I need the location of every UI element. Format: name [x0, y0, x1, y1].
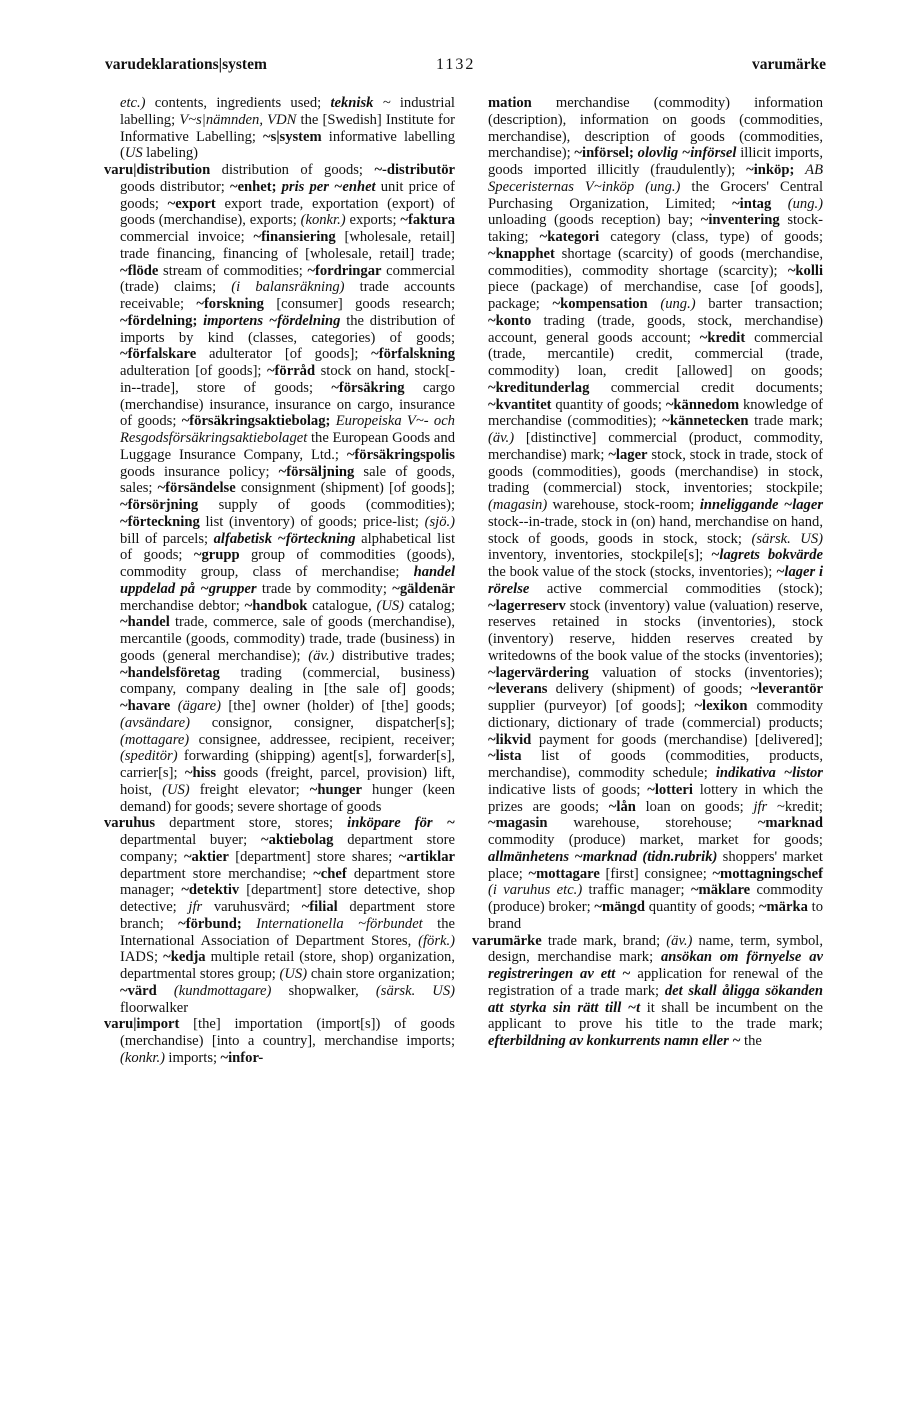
dictionary-entry-continuation: mation merchandise (commodity) information (description), information on goods (commodities, merchandise), description of goods (commodities, merchandise); ~införsel; olovlig ~införsel illicit imports, goods imported illicitly (fraudulently); ~inköp; AB Speceristernas V~inköp (ung.) the Grocers' Central Purchasing Organization, Limited; ~intag (ung.) unloading (goods reception) bay; ~inventering stock-taking; ~kategori category (class, type) of goods; ~knapphet shortage (scarcity) of goods (merchandise, commodities), commodity shortage (scarcity); ~kolli piece (package) of merchandise, case [of goods], package; ~kompensation (ung.) barter transaction; ~konto trading (trade, goods, stock, merchandise) account, general goods account; ~kredit commercial (trade, mercantile) credit, commercial (trade, commodity) loan, credit [allowed] on goods; ~kreditunderlag commercial credit documents; ~kvantitet quantity of goods; ~kännedom knowledge of merchandise (commodities); ~kännetecken trade mark; (äv.) [distinctive] commercial (product, commodity, merchandise) mark; ~lager stock, stock in trade, stock of goods (commodities), goods (merchandise) in stock, trading (commercial) stock, inventories; stockpile; (magasin) warehouse, stock-room; inneliggande ~lager stock--in-trade, stock in (on) hand, merchandise on hand, stock of goods, goods in stock, stock; (särsk. US) inventory, inventories, stockpile[s]; ~lagrets bokvärde the book value of the stock (stocks, inventories); ~lager i rörelse active commercial commodities (stock); ~lagerreserv stock (inventory) value (valuation) reserve, reserves retained in stocks (inventories), stock (inventory) reserve, hidden reserves created by writedowns of the book value of the stocks (inventories); ~lagervärdering valuation of stocks (inventories); ~leverans delivery (shipment) of goods; ~leverantör supplier (purveyor) [of goods]; ~lexikon commodity dictionary, dictionary of trade (commercial) products; ~likvid payment for goods (merchandise) [delivered]; ~lista list of goods (commodities, products, merchandise), commodity schedule; indikativa ~listor indicative lists of goods; ~lotteri lottery in which the prizes are goods; ~lån loan on goods; jfr ~kredit; ~magasin warehouse, storehouse; ~marknad commodity (produce) market, market for goods; allmänhetens ~marknad (tidn.rubrik) shoppers' market place; ~mottagare [first] consignee; ~mottagningschef (i varuhus etc.) traffic manager; ~mäklare commodity (produce) broker; ~mängd quantity of goods; ~märka to brand: [488, 95, 824, 932]
dictionary-entry: varu|import [the] importation (import[s]) of goods (merchandise) [into a country], merchandise imports; (konkr.) imports; ~infor-: [104, 1016, 455, 1066]
page-number: 1132: [436, 56, 476, 73]
running-head-left: varudeklarations|system: [105, 56, 267, 73]
running-head-right: varumärke: [751, 56, 826, 73]
left-column: [104, 95, 455, 1067]
dictionary-entry: varumärke trade mark, brand; (äv.) name, term, symbol, design, merchandise mark; ansökan om förnyelse av registreringen av ett ~ application for renewal of the registration of a trade mark; det skall åligga sökanden att styrka sin rätt till ~t it shall be incumbent on the applicant to prove his title to the trade mark; efterbildning av konkurrents namn eller ~ the: [472, 932, 823, 1049]
dictionary-entry-continuation: etc.) contents, ingredients used; teknisk ~ industrial labelling; V~s|nämnden, VDN the [Swedish] Institute for Informative Labelling; ~s|system informative labelling (US labeling): [120, 95, 456, 162]
dictionary-entry: varu|distribution distribution of goods; ~-distributör goods distributor; ~enhet; pris per ~enhet unit price of goods; ~export export trade, exportation (export) of goods (merchandise), exports; (konkr.) exports; ~faktura commercial invoice; ~finansiering [wholesale, retail] trade financing, financing of [wholesale, retail] trade; ~flöde stream of commodities; ~fordringar commercial (trade) claims; (i balansräkning) trade accounts receivable; ~forskning [consumer] goods research; ~fördelning; importens ~fördelning the distribution of imports by kind (classes, categories) of goods; ~förfalskare adulterator [of goods]; ~förfalskning adulteration [of goods]; ~förråd stock on hand, stock[-in--trade], store of goods; ~försäkring cargo (merchandise) insurance, insurance on cargo, insurance of goods; ~försäkringsaktiebolag; Europeiska V~- och Resgodsförsäkringsaktiebolaget the European Goods and Luggage Insurance Company, Ltd.; ~försäkringspolis goods insurance policy; ~försäljning sale of goods, sales; ~försändelse consignment (shipment) [of goods]; ~försörjning supply of goods (commodities); ~förteckning list (inventory) of goods; price-list; (sjö.) bill of parcels; alfabetisk ~förteckning alphabetical list of goods; ~grupp group of commodities (goods), commodity group, class of merchandise; handel uppdelad på ~grupper trade by commodity; ~gäldenär merchandise debtor; ~handbok catalogue, (US) catalog; ~handel trade, commerce, sale of goods (merchandise), mercantile (goods, commodity) trade, trade (business) in goods (general merchandise); (äv.) distributive trades; ~handelsföretag trading (commercial, business) company, company dealing in [the sale of] goods; ~havare (ägare) [the] owner (holder) of [the] goods; (avsändare) consignor, consigner, dispatcher[s]; (mottagare) consignee, addressee, recipient, receiver; (speditör) forwarding (shipping) agent[s], forwarder[s], carrier[s]; ~hiss goods (freight, parcel, provision) lift, hoist, (US) freight elevator; ~hunger hunger (keen demand) for goods; severe shortage of goods: [104, 162, 456, 815]
dictionary-entry: varuhus department store, stores; inköpare för ~ departmental buyer; ~aktiebolag department store company; ~aktier [department] store shares; ~artiklar department store merchandise; ~chef department store manager; ~detektiv [department] store detective, shop detective; jfr varuhusvärd; ~filial department store branch; ~förbund; Internationella ~förbundet the International Association of Department Stores, (förk.) IADS; ~kedja multiple retail (store, shop) organization, departmental stores group; (US) chain store organization; ~värd (kundmottagare) shopwalker, (särsk. US) floorwalker: [104, 815, 455, 1016]
right-column: [472, 95, 823, 1050]
